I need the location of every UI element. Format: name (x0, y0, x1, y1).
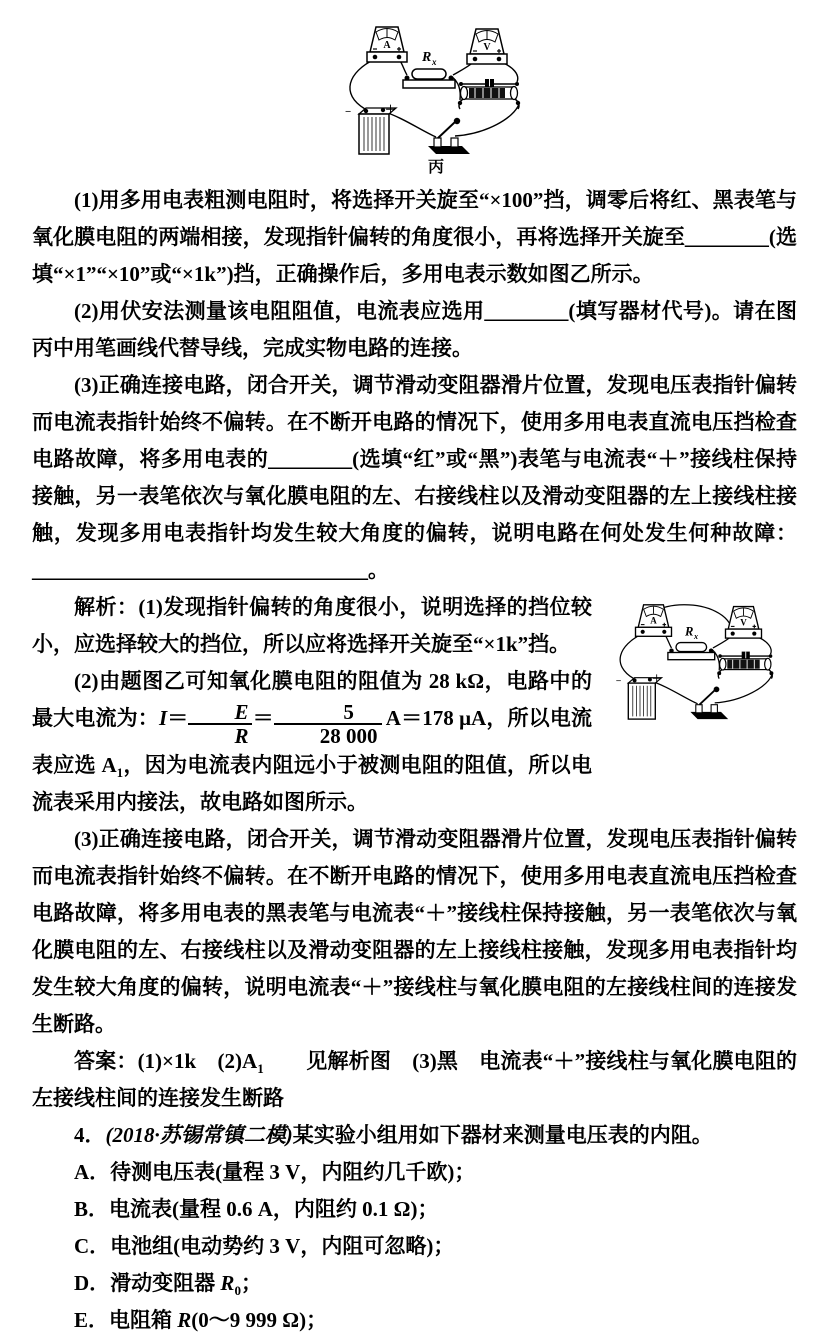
circuit-diagram-bing (332, 14, 582, 176)
resistor-label: R (685, 624, 694, 639)
item-e-post: (0～9 999 Ω)； (191, 1307, 328, 1332)
fraction-e-over-r (188, 701, 252, 747)
question-part-1: (1)用多用电表粗测电阻时，将选择开关旋至“×100”挡，调零后将红、黑表笔与氧化膜电阻的两端相接，发现指针偏转的角度很小，再将选择开关旋至________(选填“×1”“×10”或“×1k”)挡，正确操作后，多用电表示数如图乙所示。 (32, 188, 797, 286)
item-e-variable: R (177, 1307, 192, 1332)
figure-solution (604, 593, 829, 739)
answer-label: 答案： (74, 1049, 138, 1073)
question-4-stem (32, 1117, 797, 1154)
analysis-section (32, 589, 797, 1043)
figure-caption: 丙 (427, 159, 445, 176)
fraction-numerator: 5 (343, 699, 354, 724)
resistor-rx-icon (403, 69, 455, 88)
analysis-p2-lead: (2)由题图乙可知氧化膜电阻的阻值为 28 kΩ，电路中的最大电流为： (32, 669, 592, 730)
analysis-p2-tail: ，因为电流表内阻远小于被测电阻的阻值，所以电流表采用内接法，故电路如图所示。 (32, 752, 592, 814)
wire (350, 59, 375, 109)
question-4-number: 4． (74, 1122, 106, 1147)
rheostat-icon (458, 79, 520, 109)
answer-part2: 见解析图 (3)黑 电流表“＋”接线柱与氧化膜电阻的左接线柱间的连接发生断路 (32, 1048, 798, 1110)
formula-eq2: ＝ (252, 706, 274, 730)
wire (715, 674, 773, 703)
equipment-item-a: A．待测电压表(量程 3 V，内阻约几千欧)； (74, 1159, 476, 1184)
item-e-text: E．电阻箱 (74, 1307, 178, 1332)
battery-minus-label: − (345, 106, 352, 118)
answer-part1: (1)×1k (2)A (137, 1048, 258, 1073)
question-4-text: 某实验小组用如下器材来测量电压表的内阻。 (292, 1122, 713, 1147)
question-4-source: (2018·苏锡常镇二模) (105, 1122, 293, 1147)
answer-a1-subscript: 1 (257, 1061, 264, 1077)
resistor-subscript: x (694, 632, 699, 641)
item-d-post: ； (240, 1270, 262, 1295)
fraction-numerator: E (234, 699, 249, 724)
document-page (0, 14, 829, 1339)
equipment-item-d (32, 1265, 797, 1302)
formula-i: I (158, 706, 168, 730)
fraction-denominator: 28 000 (274, 723, 382, 747)
ammeter-label: A (383, 40, 391, 51)
equipment-item-c: C．电池组(电动势约 3 V，内阻可忽略)； (74, 1233, 455, 1258)
wire (620, 634, 643, 679)
formula-eq1: ＝ (167, 706, 189, 730)
battery-minus-label: − (615, 676, 622, 687)
fraction-denominator: R (188, 723, 252, 747)
question-part-3: (3)正确连接电路，闭合开关，调节滑动变阻器滑片位置，发现电压表指针偏转而电流表指针始终不偏转。在不断开电路的情况下，使用多用电表直流电压挡检查电路故障，将多用电表的________(选填“红”或“黑”)表笔与电流表“＋”接线柱保持接触，另一表笔依次与氧化膜电阻的左、右接线柱以及滑动变阻器的左上接线柱接触，发现多用电表指针均发生较大角度的偏转，说明电路在何处发生何种故障：________________________________。 (32, 373, 797, 582)
analysis-label: 解析： (74, 596, 139, 619)
ammeter-label: A (650, 615, 657, 626)
voltmeter-label: V (740, 617, 747, 628)
analysis-p1-text: (1)发现指针偏转的角度很小，说明选择的挡位较小，应选择较大的挡位，所以应将选择开关旋至“×1k”挡。 (32, 595, 592, 656)
equipment-item-b: B．电流表(量程 0.6 A，内阻约 0.1 Ω)； (74, 1196, 439, 1221)
answer-line (32, 1043, 797, 1117)
ammeter-a1-subscript: 1 (116, 765, 124, 781)
resistor-label: R (422, 50, 432, 65)
figure-bing (332, 14, 582, 176)
voltmeter-label: V (483, 42, 491, 53)
resistor-subscript: x (432, 57, 437, 67)
resistor-rx-icon (668, 643, 715, 660)
equipment-item-e (32, 1302, 797, 1339)
analysis-p3: (3)正确连接电路，闭合开关，调节滑动变阻器滑片位置，发现电压表指针偏转而电流表指针始终不偏转。在不断开电路的情况下，使用多用电表直流电压挡检查电路故障，将多用电表的黑表笔与电流表“＋”接线柱保持接触，另一表笔依次与氧化膜电阻的左、右接线柱以及滑动变阻器的左上接线柱接触，发现多用电表指针均发生较大角度的偏转，说明电流表“＋”接线柱与氧化膜电阻的左接线柱间的连接发生断路。 (32, 826, 797, 1036)
formula-after: A＝178 μA，所以电流表应选 A (32, 706, 592, 777)
item-d-variable: R (220, 1270, 235, 1295)
rheostat-icon (717, 652, 773, 679)
wire (455, 104, 519, 136)
circuit-diagram-solution (604, 593, 829, 739)
battery-plus-label: ＋ (385, 104, 396, 116)
fraction-5-over-28000 (274, 701, 382, 747)
question-part-2: (2)用伏安法测量该电阻阻值，电流表应选用________(填写器材代号)。请在图丙中用笔画线代替导线，完成实物电路的连接。 (32, 299, 797, 360)
item-d-subscript: 0 (234, 1283, 241, 1299)
item-d-text: D．滑动变阻器 (74, 1270, 221, 1295)
battery-plus-label: ＋ (651, 674, 662, 686)
